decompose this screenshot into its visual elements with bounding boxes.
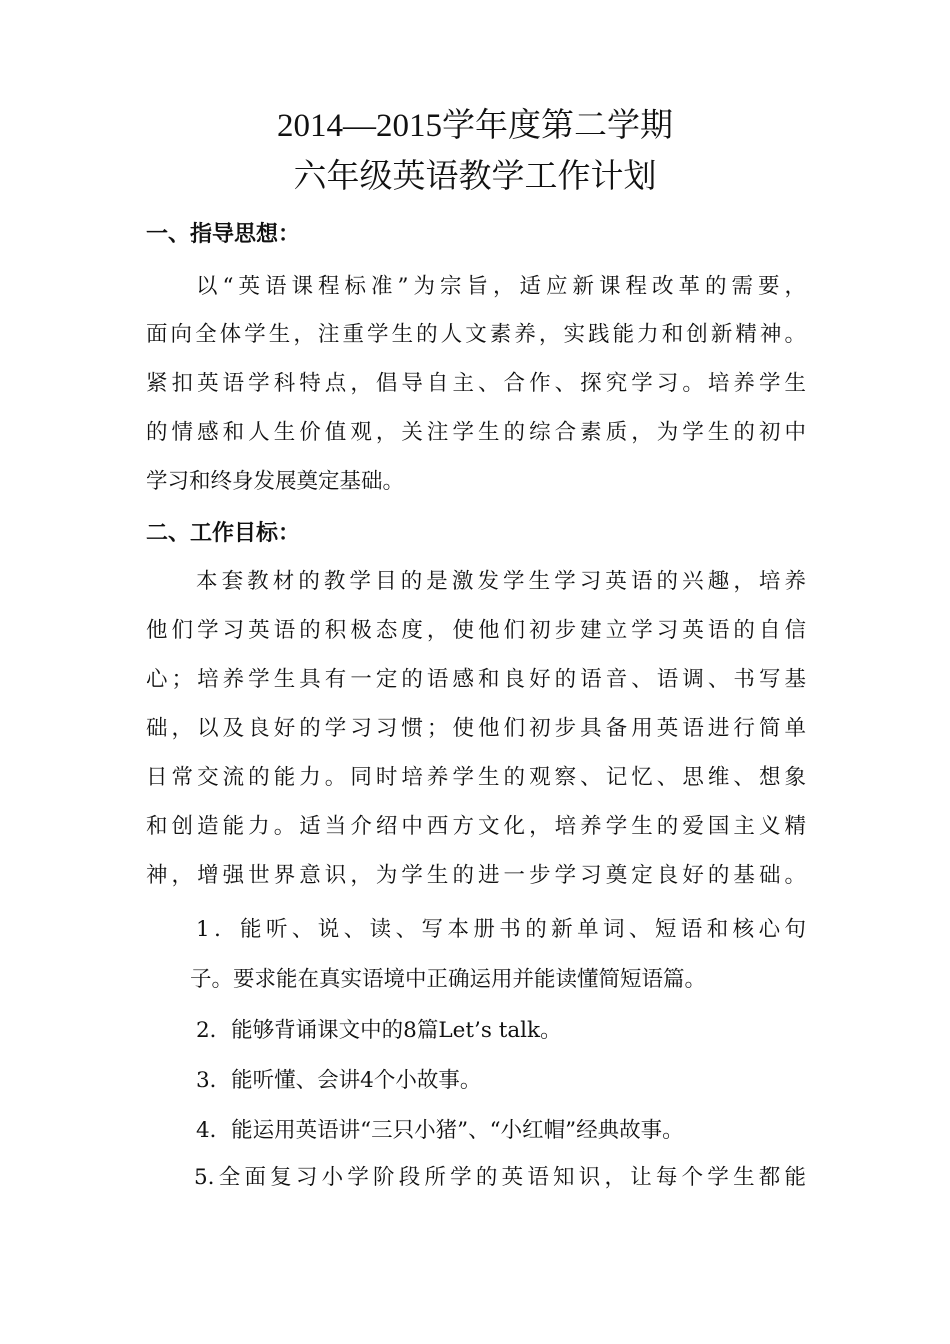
section-heading-work-goals: 二、工作目标：	[146, 521, 301, 546]
paragraph-line: 他们学习英语的积极态度，使他们初步建立学习英语的自信	[146, 618, 806, 643]
list-item-4: 4．能运用英语讲“三只小猪”、“小红帽”经典故事。	[196, 1118, 684, 1143]
paragraph-line: 和创造能力。适当介绍中西方文化，培养学生的爱国主义精	[146, 814, 806, 839]
paragraph-line: 以“英语课程标准”为宗旨，适应新课程改革的需要，	[196, 274, 806, 299]
paragraph-line: 日常交流的能力。同时培养学生的观察、记忆、思维、想象	[146, 765, 806, 790]
paragraph-line: 紧扣英语学科特点，倡导自主、合作、探究学习。培养学生	[146, 371, 806, 396]
paragraph-line: 神，增强世界意识，为学生的进一步学习奠定良好的基础。	[146, 863, 806, 888]
list-item-3: 3．能听懂、会讲4个小故事。	[196, 1068, 482, 1093]
paragraph-line: 的情感和人生价值观，关注学生的综合素质，为学生的初中	[146, 420, 806, 445]
list-item-1: 1．能听、说、读、写本册书的新单词、短语和核心句	[196, 917, 806, 942]
list-item-1-continued: 子。要求能在真实语境中正确运用并能读懂简短语篇。	[190, 967, 707, 992]
document-title-line-1: 2014—2015学年度第二学期	[277, 108, 673, 144]
paragraph-line: 学习和终身发展奠定基础。	[146, 469, 405, 494]
list-item-5: 5.全面复习小学阶段所学的英语知识，让每个学生都能	[194, 1165, 806, 1190]
paragraph-line: 面向全体学生，注重学生的人文素养，实践能力和创新精神。	[146, 322, 806, 347]
list-item-2: 2．能够背诵课文中的8篇Let’s talk。	[196, 1018, 562, 1043]
paragraph-line: 本套教材的教学目的是激发学生学习英语的兴趣，培养	[196, 569, 806, 594]
document-title-line-2: 六年级英语教学工作计划	[293, 159, 657, 195]
paragraph-line: 础，以及良好的学习习惯；使他们初步具备用英语进行简单	[146, 716, 806, 741]
section-heading-guiding-ideology: 一、指导思想：	[146, 222, 301, 247]
paragraph-line: 心；培养学生具有一定的语感和良好的语音、语调、书写基	[146, 667, 806, 692]
